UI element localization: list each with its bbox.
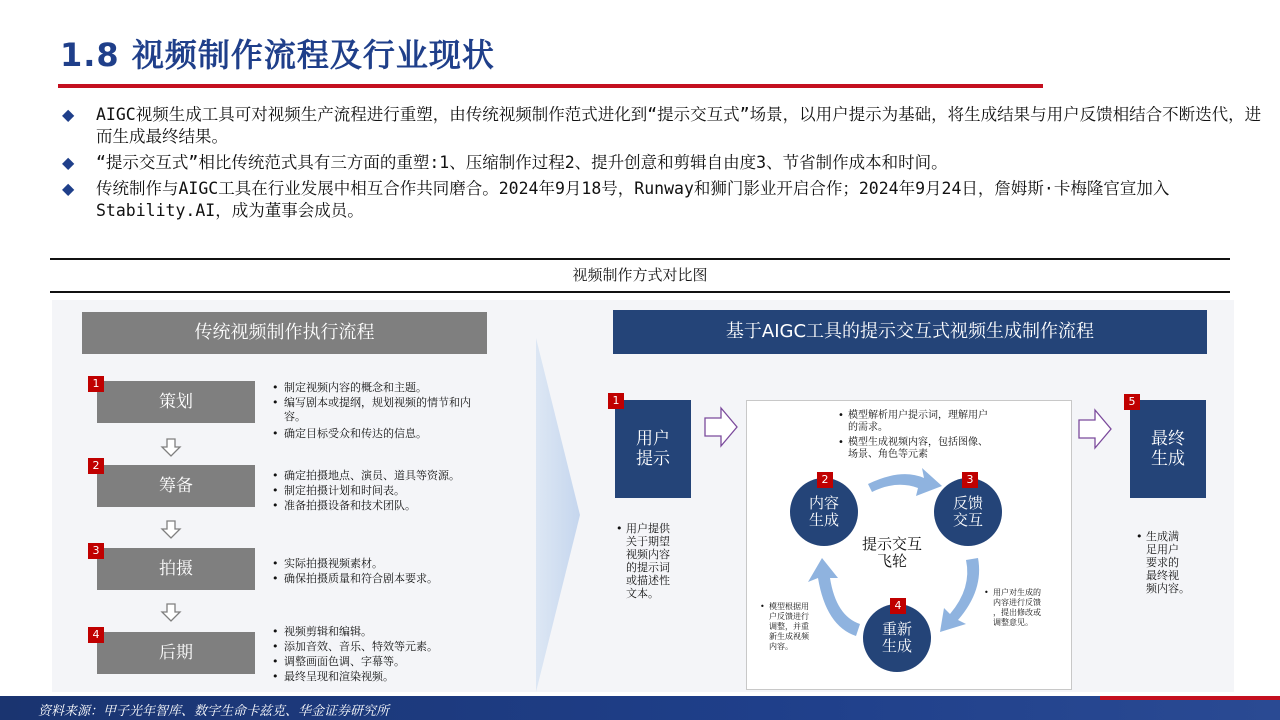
transition-chevron-icon bbox=[536, 338, 580, 692]
footer-accent bbox=[1100, 696, 1280, 700]
desc-item: • 制定拍摄计划和时间表。 bbox=[272, 484, 502, 498]
note-line: ，提出修改或 bbox=[993, 608, 1041, 617]
diamond-bullet-icon: ◆ bbox=[62, 153, 75, 172]
circle-label: 重新 bbox=[881, 620, 912, 638]
desc-item: • 确定目标受众和传达的信息。 bbox=[272, 427, 487, 441]
note-line: 的提示词 bbox=[626, 561, 670, 574]
final-generation-label: 生成 bbox=[1151, 449, 1185, 469]
note-line: • 模型根据用 bbox=[760, 602, 830, 612]
source-note: 资料来源：甲子光年智库、数字生命卡兹克、华金证券研究所 bbox=[38, 704, 390, 719]
note-line: 或描述性 bbox=[626, 574, 670, 587]
note-line: 内容进行反馈 bbox=[993, 598, 1041, 607]
note-line: 户反馈进行 bbox=[769, 612, 809, 621]
step-number-badge: 2 bbox=[88, 458, 104, 474]
circle-label: 生成 bbox=[881, 637, 912, 655]
bullet-list bbox=[62, 104, 1262, 226]
step-number-badge: 2 bbox=[817, 472, 833, 488]
step-box-post-production: 后期 bbox=[97, 632, 255, 674]
note-line: 视频内容 bbox=[626, 548, 670, 561]
circle-label: 反馈 bbox=[952, 494, 983, 512]
bullet-text: AIGC视频生成工具可对视频生产流程进行重塑，由传统视频制作范式进化到“提示交互式”场景，以用户提示为基础，将生成结果与用户反馈相结合不断迭代，进而生成最终结果。 bbox=[96, 105, 1262, 146]
note-line: 足用户 bbox=[1146, 543, 1179, 556]
flywheel-label bbox=[862, 536, 922, 570]
right-arrow-icon bbox=[1078, 408, 1112, 450]
desc-item: • 添加音效、音乐、特效等元素。 bbox=[272, 640, 502, 654]
note-line: • 用户提供 bbox=[616, 522, 691, 535]
user-prompt-note bbox=[616, 522, 691, 600]
user-prompt-label: 提示 bbox=[636, 449, 670, 469]
step-desc-preparation bbox=[272, 469, 502, 514]
step-number-badge: 1 bbox=[88, 376, 104, 392]
step-number-badge: 4 bbox=[890, 598, 906, 614]
final-generation-box bbox=[1130, 400, 1206, 498]
aigc-header: 基于AIGC工具的提示交互式视频生成制作流程 bbox=[613, 310, 1207, 354]
step-box-planning: 策划 bbox=[97, 381, 255, 423]
bullet-item bbox=[62, 178, 1262, 222]
flywheel-line: 飞轮 bbox=[877, 552, 908, 570]
user-prompt-box bbox=[615, 400, 691, 498]
flywheel-line: 提示交互 bbox=[862, 535, 923, 553]
feedback-interaction-circle bbox=[934, 478, 1002, 546]
desc-item: • 准备拍摄设备和技术团队。 bbox=[272, 499, 502, 513]
traditional-header: 传统视频制作执行流程 bbox=[82, 312, 487, 354]
right-arrow-icon bbox=[704, 406, 738, 448]
desc-item: • 制定视频内容的概念和主题。 bbox=[272, 381, 487, 395]
note-line: 新生成视频 bbox=[769, 632, 809, 641]
desc-item: • 视频剪辑和编辑。 bbox=[272, 625, 502, 639]
final-generation-label: 最终 bbox=[1151, 429, 1185, 449]
desc-item: • 调整画面色调、字幕等。 bbox=[272, 655, 502, 669]
bullet-text: 传统制作与AIGC工具在行业发展中相互合作共同磨合。2024年9月18号，Runway和狮门影业开启合作；2024年9月24日，詹姆斯·卡梅隆官宣加入Stability.AI，成为董事会成员。 bbox=[96, 179, 1170, 220]
desc-item: • 确保拍摄质量和符合剧本要求。 bbox=[272, 572, 502, 586]
note-line: 关于期望 bbox=[626, 535, 670, 548]
content-generation-circle bbox=[790, 478, 858, 546]
note-line: 要求的 bbox=[1146, 556, 1179, 569]
final-generation-note bbox=[1136, 530, 1206, 595]
note-line: 调整，并重 bbox=[769, 622, 809, 631]
diamond-bullet-icon: ◆ bbox=[62, 105, 75, 124]
down-arrow-icon bbox=[160, 603, 182, 623]
circle-label: 交互 bbox=[952, 511, 983, 529]
figure-title: 视频制作方式对比图 bbox=[572, 266, 708, 284]
figure-top-rule bbox=[50, 258, 1230, 260]
down-arrow-icon bbox=[160, 520, 182, 540]
step-desc-planning bbox=[272, 381, 487, 442]
bullet-item bbox=[62, 104, 1262, 148]
note-line: 内容。 bbox=[769, 642, 793, 651]
note-line: 调整意见。 bbox=[993, 618, 1033, 627]
down-arrow-icon bbox=[160, 438, 182, 458]
step-number-badge: 4 bbox=[88, 627, 104, 643]
desc-item: • 实际拍摄视频素材。 bbox=[272, 557, 502, 571]
diamond-bullet-icon: ◆ bbox=[62, 179, 75, 198]
note-line: • 模型解析用户提示词，理解用户的需求。 bbox=[838, 410, 988, 434]
desc-item: • 确定拍摄地点、演员、道具等资源。 bbox=[272, 469, 502, 483]
bullet-item bbox=[62, 152, 1262, 174]
regeneration-circle bbox=[863, 604, 931, 672]
step-number-badge: 3 bbox=[88, 543, 104, 559]
circle-label: 生成 bbox=[808, 511, 839, 529]
step-box-preparation: 筹备 bbox=[97, 465, 255, 507]
step-number-badge: 3 bbox=[962, 472, 978, 488]
desc-item: • 编写剧本或提纲，规划视频的情节和内容。 bbox=[272, 396, 487, 424]
note-line: • 模型生成视频内容，包括图像、场景、角色等元素 bbox=[838, 437, 988, 461]
step-number-badge: 1 bbox=[608, 393, 624, 409]
page-title: 1.8 视频制作流程及行业现状 bbox=[60, 36, 495, 74]
note-line: 最终视 bbox=[1146, 569, 1179, 582]
step-box-shooting: 拍摄 bbox=[97, 548, 255, 590]
title-underline bbox=[58, 84, 1043, 88]
bullet-text: “提示交互式”相比传统范式具有三方面的重塑:1、压缩制作过程2、提升创意和剪辑自由度3、节省制作成本和时间。 bbox=[96, 153, 948, 172]
step-number-badge: 5 bbox=[1124, 394, 1140, 410]
note-line: 频内容。 bbox=[1146, 582, 1190, 595]
desc-item: • 最终呈现和渲染视频。 bbox=[272, 670, 502, 684]
user-prompt-label: 用户 bbox=[636, 429, 670, 449]
step-desc-post-production bbox=[272, 625, 502, 685]
note-line: 文本。 bbox=[626, 587, 659, 600]
figure-title-rule bbox=[50, 291, 1230, 293]
regeneration-note bbox=[760, 602, 830, 652]
feedback-note bbox=[984, 588, 1074, 628]
note-line: • 生成满 bbox=[1136, 530, 1206, 543]
step-desc-shooting bbox=[272, 557, 502, 587]
circle-label: 内容 bbox=[808, 494, 839, 512]
note-line: • 用户对生成的 bbox=[984, 588, 1074, 598]
